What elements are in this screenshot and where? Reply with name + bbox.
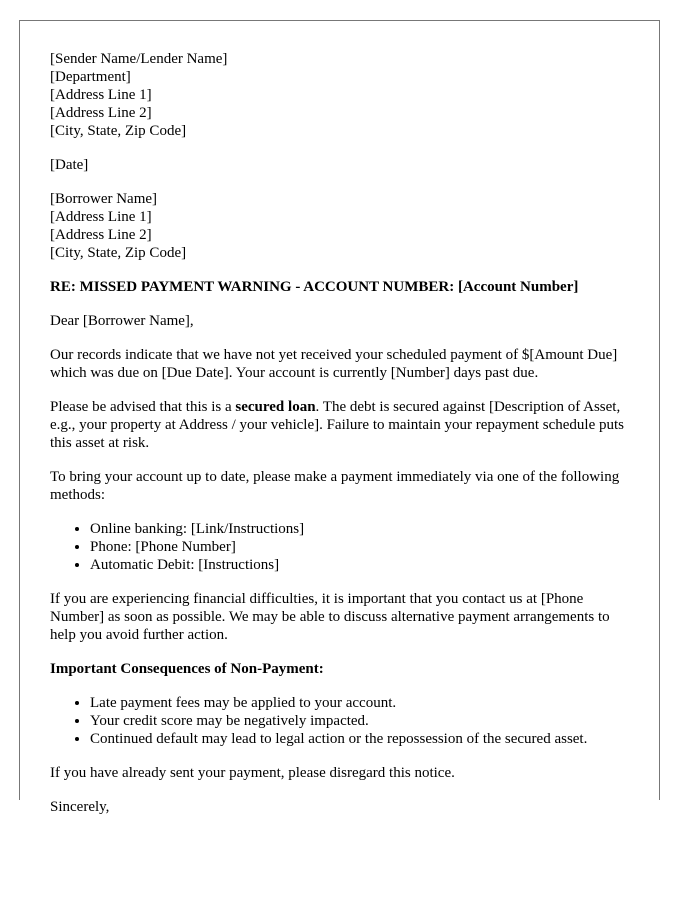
list-item: • Phone: [Phone Number] [90,538,635,556]
payment-methods-list [50,520,635,574]
consequences-heading: Important Consequences of Non-Payment: [50,661,324,677]
paragraph-secured-loan [50,398,635,452]
sender-city-state-zip: [City, State, Zip Code] [50,123,187,139]
recipient-address-line-1: [Address Line 1] [50,209,152,225]
secured-loan-text-after: . The debt is secured against [Description of Asset, e.g., your property at Address / your vehicle]. Failure to maintain your repayment schedule puts this asset at risk. [50,399,625,451]
letter-body [50,50,635,832]
recipient-city-state-zip: [City, State, Zip Code] [50,245,187,261]
list-item: • Online banking: [Link/Instructions] [90,520,635,538]
paragraph-payment-instructions: To bring your account up to date, please make a payment immediately via one of the following methods: [50,469,620,503]
sender-department: [Department] [50,69,131,85]
date-block [50,156,635,174]
recipient-address-line-2: [Address Line 2] [50,227,152,243]
sender-address-line-1: [Address Line 1] [50,87,152,103]
letter-date: [Date] [50,157,89,173]
paragraph-financial-difficulties: If you are experiencing financial difficulties, it is important that you contact us at [Phone Number] as soon as possible. We may be able to discuss alternative payment arrangements to help you avoid further action. [50,591,610,643]
paragraph-missed-payment: Our records indicate that we have not yet received your scheduled payment of $[Amount Due] which was due on [Due Date]. Your account is currently [Number] days past due. [50,347,618,381]
consequences-list [50,694,635,748]
list-item: • Your credit score may be negatively impacted. [90,712,635,730]
list-item: • Automatic Debit: [Instructions] [90,556,635,574]
salutation: Dear [Borrower Name], [50,313,194,329]
sender-block [50,50,635,140]
secured-loan-emphasis: secured loan [235,399,316,415]
sender-address-line-2: [Address Line 2] [50,105,152,121]
recipient-block [50,190,635,262]
list-item: • Late payment fees may be applied to your account. [90,694,635,712]
list-item: • Continued default may lead to legal action or the repossession of the secured asset. [90,730,635,748]
sender-name: [Sender Name/Lender Name] [50,51,228,67]
letter-page [19,20,660,815]
subject-line: RE: MISSED PAYMENT WARNING - ACCOUNT NUMBER: [Account Number] [50,279,579,295]
paragraph-disregard-notice: If you have already sent your payment, please disregard this notice. [50,765,455,781]
secured-loan-text-before: Please be advised that this is a [50,399,236,415]
recipient-name: [Borrower Name] [50,191,158,207]
closing: Sincerely, [50,799,110,815]
